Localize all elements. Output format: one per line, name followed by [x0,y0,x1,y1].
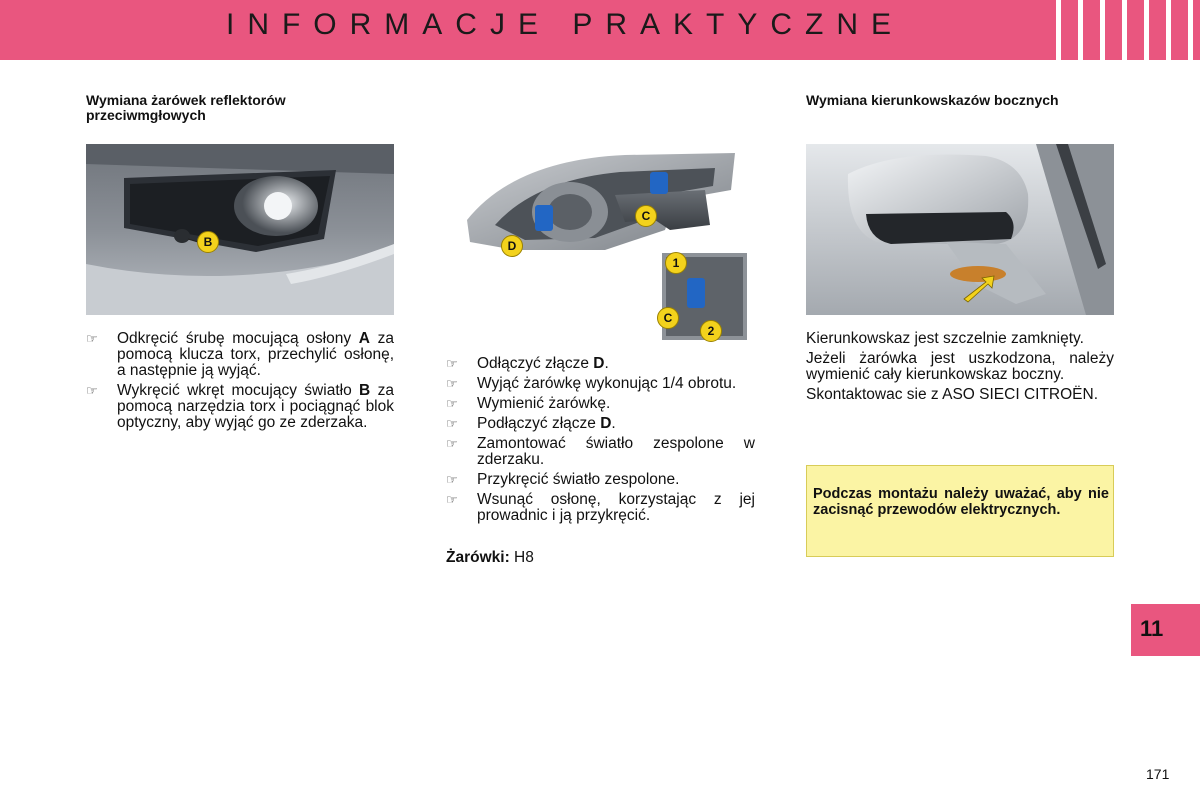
list-item: ☞ Przykręcić światło zespolone. [446,471,680,488]
caution-note-box [806,465,1114,557]
callout-c-inset-badge: C [657,307,679,329]
bulbs-value: H8 [509,549,534,566]
list-item: ☞ Wykręcić wkręt mocujący światło B za pomocą narzędzia torx i pociągnąć blok optyczny, aby wyjąć go ze zderzaka. [86,382,394,431]
hand-pointing-icon: ☞ [446,396,458,411]
hand-pointing-icon: ☞ [446,492,458,507]
section-heading-fog-lamps: Wymiana żarówek reflektorów przeciwmgłowych [86,92,286,123]
caution-note-text: Podczas montażu należy uważać, aby nie zacisnąć przewodów elektrycznych. [813,486,1109,518]
chapter-tab: 11 [1131,604,1200,656]
fog-lamp-photo [86,144,394,315]
fog-lamp-steps [86,331,394,435]
callout-d-badge: D [501,235,523,257]
list-item: ☞ Odłączyć złącze D. [446,355,609,372]
bulbs-label: Żarówki: [446,549,510,566]
hand-pointing-icon: ☞ [86,383,98,398]
list-item: ☞ Podłączyć złącze D. [446,415,616,432]
hand-pointing-icon: ☞ [446,376,458,391]
callout-1-badge: 1 [665,252,687,274]
list-item: ☞ Wyjąć żarówkę wykonując 1/4 obrotu. [446,375,737,392]
headlamp-steps [446,356,755,528]
side-indicator-text [806,331,1114,407]
list-item: ☞ Odkręcić śrubę mocującą osłony A za pomocą klucza torx, przechylić osłonę, a następnie ją wyjąć. [86,330,394,379]
list-item: ☞ Wsunąć osłonę, korzystając z jej prowadnic i ją przykręcić. [446,491,755,524]
headlamp-unit-illustration [455,150,755,345]
page-title: INFORMACJE PRAKTYCZNE [225,8,905,41]
list-item: ☞ Wymienić żarówkę. [446,395,611,412]
callout-2-badge: 2 [700,320,722,342]
hand-pointing-icon: ☞ [86,331,98,346]
callout-b-badge: B [197,231,219,253]
side-mirror-photo [806,144,1114,315]
hand-pointing-icon: ☞ [446,472,458,487]
hand-pointing-icon: ☞ [446,436,458,451]
bulbs-line [446,550,534,566]
hand-pointing-icon: ☞ [446,356,458,371]
paragraph: Skontaktowac sie z ASO SIECI CITROËN. [806,386,1099,403]
page-header [0,0,1200,60]
callout-c-badge: C [635,205,657,227]
hand-pointing-icon: ☞ [446,416,458,431]
list-item: ☞ Zamontować światło zespolone w zderzaku. [446,435,755,468]
paragraph: Kierunkowskaz jest szczelnie zamknięty. [806,330,1084,347]
header-stripes [1050,0,1200,60]
section-heading-side-indicators: Wymiana kierunkowskazów bocznych [806,92,1059,108]
page-number: 171 [1146,766,1170,782]
paragraph: Jeżeli żarówka jest uszkodzona, należy wymienić cały kierunkowskaz boczny. [806,350,1114,383]
